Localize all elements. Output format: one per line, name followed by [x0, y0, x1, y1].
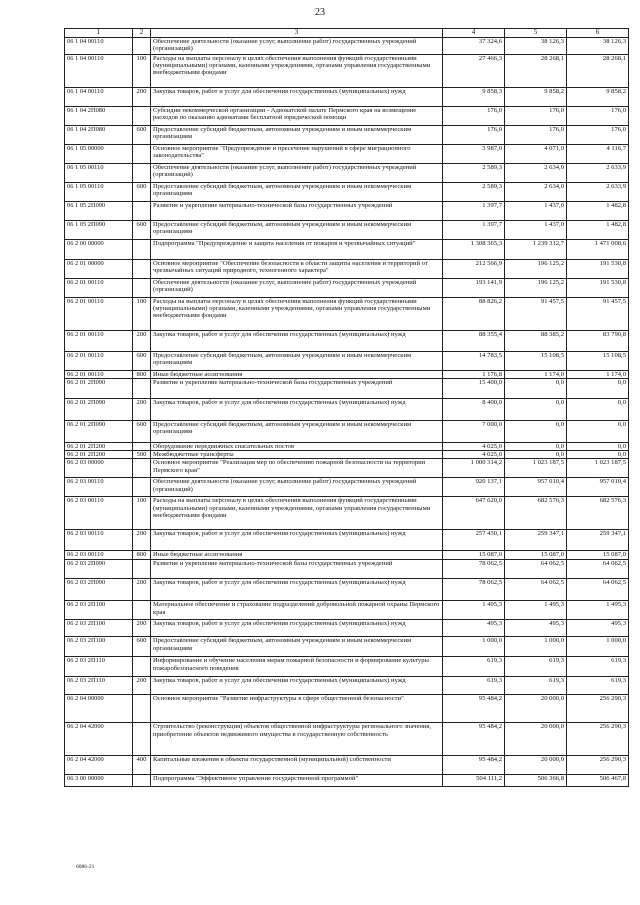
row-amount-col5: 91 457,5 [505, 297, 567, 330]
row-csr-code: 06 2 03 2П110 [65, 657, 133, 677]
row-csr-code: 06 1 04 00110 [65, 87, 133, 106]
row-amount-col4: 8 400,0 [443, 398, 505, 420]
row-amount-col4: 95 484,2 [443, 695, 505, 723]
row-amount-col4: 504 111,2 [443, 775, 505, 787]
row-amount-col5: 259 347,1 [505, 530, 567, 551]
table-row [65, 398, 629, 420]
table-row [65, 560, 629, 579]
row-csr-code: 06 1 05 00110 [65, 163, 133, 182]
row-amount-col4: 14 783,5 [443, 351, 505, 370]
row-amount-col4: 619,3 [443, 657, 505, 677]
row-amount-col5: 64 062,5 [505, 560, 567, 579]
table-row [65, 756, 629, 775]
row-csr-code: 06 2 01 2П090 [65, 420, 133, 442]
table-row [65, 54, 629, 87]
row-amount-col4: 78 062,5 [443, 579, 505, 601]
row-amount-col6: 2 633,9 [567, 182, 629, 201]
row-amount-col5: 38 126,3 [505, 37, 567, 54]
row-amount-col4: 78 062,5 [443, 560, 505, 579]
table-row [65, 451, 629, 459]
row-vr-code [133, 442, 151, 450]
row-vr-code [133, 657, 151, 677]
row-csr-code: 06 2 03 2П100 [65, 637, 133, 657]
row-vr-code: 600 [133, 182, 151, 201]
row-vr-code [133, 278, 151, 297]
row-description: Информирование и обучение населения мерам пожарной безопасности и формирование культуры пожаробезопасного поведения [151, 657, 443, 677]
row-vr-code: 100 [133, 497, 151, 530]
row-amount-col6: 38 126,3 [567, 37, 629, 54]
row-description: Предоставление субсидий бюджетным, автономным учреждениям и иным некоммерческим организациям [151, 351, 443, 370]
row-csr-code: 06 2 04 42000 [65, 723, 133, 756]
row-amount-col6: 28 268,1 [567, 54, 629, 87]
row-csr-code: 06 2 03 2П090 [65, 579, 133, 601]
row-amount-col4: 37 324,6 [443, 37, 505, 54]
row-amount-col6: 91 457,5 [567, 297, 629, 330]
table-row [65, 677, 629, 695]
row-amount-col5: 1 495,3 [505, 601, 567, 620]
row-amount-col4: 27 466,3 [443, 54, 505, 87]
row-vr-code: 800 [133, 370, 151, 378]
table-row [65, 239, 629, 259]
row-amount-col6: 2 633,9 [567, 163, 629, 182]
column-header: 4 [443, 29, 505, 38]
row-amount-col6: 1 471 008,6 [567, 239, 629, 259]
row-csr-code: 06 2 01 00110 [65, 330, 133, 351]
row-amount-col6: 1 482,8 [567, 220, 629, 239]
row-csr-code: 06 1 04 00110 [65, 37, 133, 54]
row-amount-col5: 1 000,0 [505, 637, 567, 657]
row-csr-code: 06 3 00 00000 [65, 775, 133, 787]
table-row [65, 551, 629, 560]
row-amount-col5: 0,0 [505, 398, 567, 420]
row-vr-code: 100 [133, 297, 151, 330]
row-amount-col5: 495,3 [505, 620, 567, 637]
row-amount-col5: 0,0 [505, 420, 567, 442]
table-row [65, 297, 629, 330]
row-amount-col6: 256 290,3 [567, 723, 629, 756]
row-description: Предоставление субсидий бюджетным, автономным учреждениям и иным некоммерческим организациям [151, 182, 443, 201]
row-csr-code: 06 2 03 2П090 [65, 560, 133, 579]
row-amount-col5: 88 385,2 [505, 330, 567, 351]
table-row [65, 144, 629, 163]
row-amount-col4: 257 430,1 [443, 530, 505, 551]
row-amount-col4: 88 355,4 [443, 330, 505, 351]
row-description: Межбюджетные трансферты [151, 451, 443, 459]
row-csr-code: 06 2 01 2П090 [65, 378, 133, 398]
table-row [65, 370, 629, 378]
table-row [65, 182, 629, 201]
table-body [65, 37, 629, 787]
row-amount-col4: 619,3 [443, 677, 505, 695]
table-row [65, 420, 629, 442]
table-row [65, 530, 629, 551]
row-description: Основное мероприятие "Развитие инфраструктуры в сфере общественной безопасности" [151, 695, 443, 723]
row-description: Основное мероприятие "Обеспечение безопасности в области защиты населения и территорий от чрезвычайных ситуаций природного, техногенного характера" [151, 259, 443, 278]
row-vr-code [133, 478, 151, 497]
row-csr-code: 06 2 03 00110 [65, 478, 133, 497]
row-description: Капитальные вложения в объекты государственной (муниципальной) собственности [151, 756, 443, 775]
column-header: 5 [505, 29, 567, 38]
table-row [65, 695, 629, 723]
row-csr-code: 06 1 05 2П090 [65, 201, 133, 220]
row-amount-col6: 682 576,3 [567, 497, 629, 530]
row-description: Оборудование передвижных спасательных постов [151, 442, 443, 450]
column-header: 6 [567, 29, 629, 38]
row-vr-code: 200 [133, 579, 151, 601]
row-amount-col4: 920 137,1 [443, 478, 505, 497]
row-amount-col4: 193 141,9 [443, 278, 505, 297]
row-csr-code: 06 2 03 00110 [65, 497, 133, 530]
row-amount-col6: 0,0 [567, 420, 629, 442]
row-amount-col5: 1 239 312,7 [505, 239, 567, 259]
row-amount-col4: 1 495,3 [443, 601, 505, 620]
row-amount-col5: 1 437,0 [505, 201, 567, 220]
table-row [65, 620, 629, 637]
row-amount-col5: 1 023 187,5 [505, 459, 567, 478]
table-row [65, 330, 629, 351]
row-amount-col6: 619,3 [567, 657, 629, 677]
row-amount-col4: 2 589,3 [443, 163, 505, 182]
row-amount-col6: 0,0 [567, 442, 629, 450]
row-amount-col5: 196 125,2 [505, 278, 567, 297]
row-amount-col4: 15 400,0 [443, 378, 505, 398]
row-amount-col5: 957 010,4 [505, 478, 567, 497]
row-description: Обеспечение деятельности (оказание услуг, выполнение работ) государственных учреждений (организаций) [151, 163, 443, 182]
row-amount-col5: 15 108,5 [505, 351, 567, 370]
page-number: 23 [315, 7, 325, 18]
row-amount-col5: 2 634,0 [505, 163, 567, 182]
row-amount-col5: 15 087,0 [505, 551, 567, 560]
row-amount-col5: 506 366,8 [505, 775, 567, 787]
row-description: Расходы на выплаты персоналу в целях обеспечения выполнения функций государственными (муниципальными) органами, казенными учреждениями, органами управления государственными внебюджетными фондами [151, 297, 443, 330]
table-row [65, 637, 629, 657]
row-vr-code: 100 [133, 54, 151, 87]
row-description: Строительство (реконструкция) объектов общественной инфраструктуры регионального значения, приобретение объектов недвижимого имущества в государственную собственность [151, 723, 443, 756]
row-amount-col5: 176,0 [505, 125, 567, 144]
row-amount-col5: 0,0 [505, 451, 567, 459]
row-amount-col4: 212 566,9 [443, 259, 505, 278]
row-amount-col6: 9 858,2 [567, 87, 629, 106]
row-amount-col6: 64 062,5 [567, 560, 629, 579]
row-csr-code: 06 2 01 2П090 [65, 398, 133, 420]
row-csr-code: 06 2 00 00000 [65, 239, 133, 259]
row-description: Субсидии некоммерческой организации - Адвокатской палате Пермского края на возмещение расходов по оказанию адвокатами бесплатной юридической помощи [151, 106, 443, 125]
row-amount-col6: 4 116,7 [567, 144, 629, 163]
row-amount-col6: 15 087,0 [567, 551, 629, 560]
row-vr-code: 200 [133, 530, 151, 551]
table-row [65, 220, 629, 239]
row-vr-code: 500 [133, 451, 151, 459]
row-description: Закупка товаров, работ и услуг для обеспечения государственных (муниципальных) нужд [151, 398, 443, 420]
row-amount-col5: 1 437,0 [505, 220, 567, 239]
row-csr-code: 06 1 05 00110 [65, 182, 133, 201]
row-amount-col4: 7 000,0 [443, 420, 505, 442]
row-amount-col6: 15 108,5 [567, 351, 629, 370]
row-amount-col4: 9 858,3 [443, 87, 505, 106]
row-amount-col4: 4 025,0 [443, 451, 505, 459]
row-description: Предоставление субсидий бюджетным, автономным учреждениям и иным некоммерческим организациям [151, 637, 443, 657]
row-description: Обеспечение деятельности (оказание услуг, выполнение работ) государственных учреждений (организаций) [151, 278, 443, 297]
row-csr-code: 06 1 04 2П080 [65, 125, 133, 144]
row-vr-code [133, 775, 151, 787]
table-header-row [65, 29, 629, 38]
table-row [65, 163, 629, 182]
row-vr-code [133, 37, 151, 54]
row-amount-col6: 1 000,0 [567, 637, 629, 657]
row-vr-code: 600 [133, 420, 151, 442]
row-amount-col5: 619,3 [505, 677, 567, 695]
table-row [65, 601, 629, 620]
row-amount-col6: 495,3 [567, 620, 629, 637]
row-amount-col5: 20 000,0 [505, 695, 567, 723]
table-row [65, 201, 629, 220]
row-amount-col5: 1 174,0 [505, 370, 567, 378]
row-vr-code: 200 [133, 87, 151, 106]
row-amount-col4: 95 484,2 [443, 756, 505, 775]
row-amount-col4: 176,0 [443, 125, 505, 144]
row-csr-code: 06 2 01 2П200 [65, 451, 133, 459]
budget-table [64, 28, 629, 787]
row-amount-col4: 2 589,3 [443, 182, 505, 201]
row-description: Расходы на выплаты персоналу в целях обеспечения выполнения функций государственными (муниципальными) органами, казенными учреждениями, органами управления государственными внебюджетными фондами [151, 54, 443, 87]
table-row [65, 259, 629, 278]
row-amount-col6: 256 290,3 [567, 695, 629, 723]
row-csr-code: 06 2 01 2П200 [65, 442, 133, 450]
column-header: 1 [65, 29, 133, 38]
row-amount-col6: 83 790,8 [567, 330, 629, 351]
table-row [65, 459, 629, 478]
row-csr-code: 06 2 03 00110 [65, 551, 133, 560]
row-description: Иные бюджетные ассигнования [151, 551, 443, 560]
row-vr-code: 800 [133, 551, 151, 560]
row-amount-col4: 1 000,0 [443, 637, 505, 657]
row-amount-col6: 259 347,1 [567, 530, 629, 551]
row-amount-col4: 88 826,2 [443, 297, 505, 330]
row-amount-col4: 1 000 314,2 [443, 459, 505, 478]
row-amount-col6: 176,0 [567, 106, 629, 125]
row-vr-code [133, 601, 151, 620]
row-csr-code: 06 2 01 00000 [65, 259, 133, 278]
row-description: Иные бюджетные ассигнования [151, 370, 443, 378]
row-vr-code [133, 239, 151, 259]
table-row [65, 87, 629, 106]
row-vr-code: 200 [133, 620, 151, 637]
row-csr-code: 06 1 04 2П080 [65, 106, 133, 125]
footer-code: 6086-21 [76, 864, 95, 870]
row-amount-col5: 682 576,3 [505, 497, 567, 530]
row-vr-code [133, 695, 151, 723]
row-description: Основное мероприятие "Предупреждение и пресечение нарушений в сфере миграционного законодательства" [151, 144, 443, 163]
row-amount-col6: 1 495,3 [567, 601, 629, 620]
row-amount-col4: 15 087,0 [443, 551, 505, 560]
row-amount-col4: 1 397,7 [443, 220, 505, 239]
row-vr-code [133, 106, 151, 125]
row-amount-col4: 647 620,0 [443, 497, 505, 530]
row-amount-col5: 196 125,2 [505, 259, 567, 278]
row-amount-col6: 0,0 [567, 451, 629, 459]
row-vr-code [133, 163, 151, 182]
row-csr-code: 06 2 03 2П100 [65, 601, 133, 620]
row-amount-col5: 176,0 [505, 106, 567, 125]
row-csr-code: 06 2 03 2П110 [65, 677, 133, 695]
row-amount-col6: 0,0 [567, 378, 629, 398]
row-amount-col5: 0,0 [505, 442, 567, 450]
row-amount-col6: 1 174,0 [567, 370, 629, 378]
row-description: Предоставление субсидий бюджетным, автономным учреждениям и иным некоммерческим организациям [151, 420, 443, 442]
row-vr-code [133, 459, 151, 478]
row-amount-col6: 506 467,8 [567, 775, 629, 787]
row-csr-code: 06 2 01 00110 [65, 351, 133, 370]
row-amount-col4: 3 987,0 [443, 144, 505, 163]
row-description: Предоставление субсидий бюджетным, автономным учреждениям и иным некоммерческим организациям [151, 220, 443, 239]
table-row [65, 278, 629, 297]
row-amount-col5: 9 858,2 [505, 87, 567, 106]
row-vr-code: 600 [133, 351, 151, 370]
column-header: 3 [151, 29, 443, 38]
row-vr-code [133, 259, 151, 278]
row-amount-col6: 957 010,4 [567, 478, 629, 497]
row-csr-code: 06 2 04 42000 [65, 756, 133, 775]
row-amount-col5: 4 071,0 [505, 144, 567, 163]
row-amount-col4: 4 025,0 [443, 442, 505, 450]
row-vr-code: 600 [133, 637, 151, 657]
row-csr-code: 06 2 04 00000 [65, 695, 133, 723]
row-description: Закупка товаров, работ и услуг для обеспечения государственных (муниципальных) нужд [151, 579, 443, 601]
row-vr-code [133, 378, 151, 398]
row-vr-code: 200 [133, 677, 151, 695]
row-description: Развитие и укрепление материально-технической базы государственных учреждений [151, 560, 443, 579]
table-row [65, 497, 629, 530]
row-amount-col6: 0,0 [567, 398, 629, 420]
table-row [65, 442, 629, 450]
row-amount-col4: 176,0 [443, 106, 505, 125]
row-vr-code: 400 [133, 756, 151, 775]
row-csr-code: 06 1 05 2П090 [65, 220, 133, 239]
row-vr-code: 600 [133, 125, 151, 144]
row-amount-col4: 95 484,2 [443, 723, 505, 756]
row-description: Подпрограмма "Предупреждение и защита населения от пожаров и чрезвычайных ситуаций" [151, 239, 443, 259]
row-description: Закупка товаров, работ и услуг для обеспечения государственных (муниципальных) нужд [151, 677, 443, 695]
row-description: Обеспечение деятельности (оказание услуг, выполнение работ) государственных учреждений (организаций) [151, 37, 443, 54]
table-row [65, 478, 629, 497]
row-amount-col4: 495,3 [443, 620, 505, 637]
row-description: Основное мероприятие "Реализация мер по обеспечению пожарной безопасности на территории Пермского края" [151, 459, 443, 478]
row-csr-code: 06 2 03 00000 [65, 459, 133, 478]
column-header: 2 [133, 29, 151, 38]
row-amount-col5: 64 062,5 [505, 579, 567, 601]
row-description: Развитие и укрепление материально-технической базы государственных учреждений [151, 201, 443, 220]
row-csr-code: 06 2 03 2П100 [65, 620, 133, 637]
row-csr-code: 06 2 01 00110 [65, 278, 133, 297]
row-amount-col5: 2 634,0 [505, 182, 567, 201]
row-csr-code: 06 1 05 00000 [65, 144, 133, 163]
table-row [65, 37, 629, 54]
table-row [65, 723, 629, 756]
row-vr-code: 200 [133, 330, 151, 351]
row-csr-code: 06 2 03 00110 [65, 530, 133, 551]
row-description: Развитие и укрепление материально-технической базы государственных учреждений [151, 378, 443, 398]
row-amount-col6: 191 530,8 [567, 278, 629, 297]
row-amount-col5: 619,3 [505, 657, 567, 677]
row-description: Материальное обеспечение и страхование подразделений добровольной пожарной охраны Пермского края [151, 601, 443, 620]
row-amount-col6: 191 530,8 [567, 259, 629, 278]
row-csr-code: 06 2 01 00110 [65, 297, 133, 330]
row-description: Закупка товаров, работ и услуг для обеспечения государственных (муниципальных) нужд [151, 330, 443, 351]
table-row [65, 106, 629, 125]
table-row [65, 657, 629, 677]
row-csr-code: 06 1 04 00110 [65, 54, 133, 87]
row-description: Обеспечение деятельности (оказание услуг, выполнение работ) государственных учреждений (организаций) [151, 478, 443, 497]
row-csr-code: 06 2 01 00110 [65, 370, 133, 378]
row-amount-col6: 176,0 [567, 125, 629, 144]
row-amount-col6: 256 290,3 [567, 756, 629, 775]
row-vr-code: 600 [133, 220, 151, 239]
row-vr-code [133, 201, 151, 220]
row-amount-col5: 20 000,0 [505, 756, 567, 775]
table-row [65, 125, 629, 144]
row-amount-col6: 1 023 187,5 [567, 459, 629, 478]
row-description: Закупка товаров, работ и услуг для обеспечения государственных (муниципальных) нужд [151, 87, 443, 106]
row-amount-col4: 1 397,7 [443, 201, 505, 220]
row-amount-col6: 1 482,8 [567, 201, 629, 220]
row-amount-col4: 1 176,8 [443, 370, 505, 378]
row-amount-col5: 0,0 [505, 378, 567, 398]
table-row [65, 775, 629, 787]
row-vr-code [133, 144, 151, 163]
row-vr-code [133, 560, 151, 579]
row-amount-col5: 20 000,0 [505, 723, 567, 756]
row-description: Закупка товаров, работ и услуг для обеспечения государственных (муниципальных) нужд [151, 530, 443, 551]
row-description: Расходы на выплаты персоналу в целях обеспечения выполнения функций государственными (муниципальными) органами, казенными учреждениями, органами управления государственными внебюджетными фондами [151, 497, 443, 530]
row-amount-col6: 619,3 [567, 677, 629, 695]
row-vr-code: 200 [133, 398, 151, 420]
row-amount-col6: 64 062,5 [567, 579, 629, 601]
table-row [65, 378, 629, 398]
table-row [65, 579, 629, 601]
row-amount-col5: 28 268,1 [505, 54, 567, 87]
row-vr-code [133, 723, 151, 756]
row-description: Предоставление субсидий бюджетным, автономным учреждениям и иным некоммерческим организациям [151, 125, 443, 144]
row-amount-col4: 1 308 365,3 [443, 239, 505, 259]
row-description: Подпрограмма "Эффективное управление государственной программой" [151, 775, 443, 787]
row-description: Закупка товаров, работ и услуг для обеспечения государственных (муниципальных) нужд [151, 620, 443, 637]
table-row [65, 351, 629, 370]
